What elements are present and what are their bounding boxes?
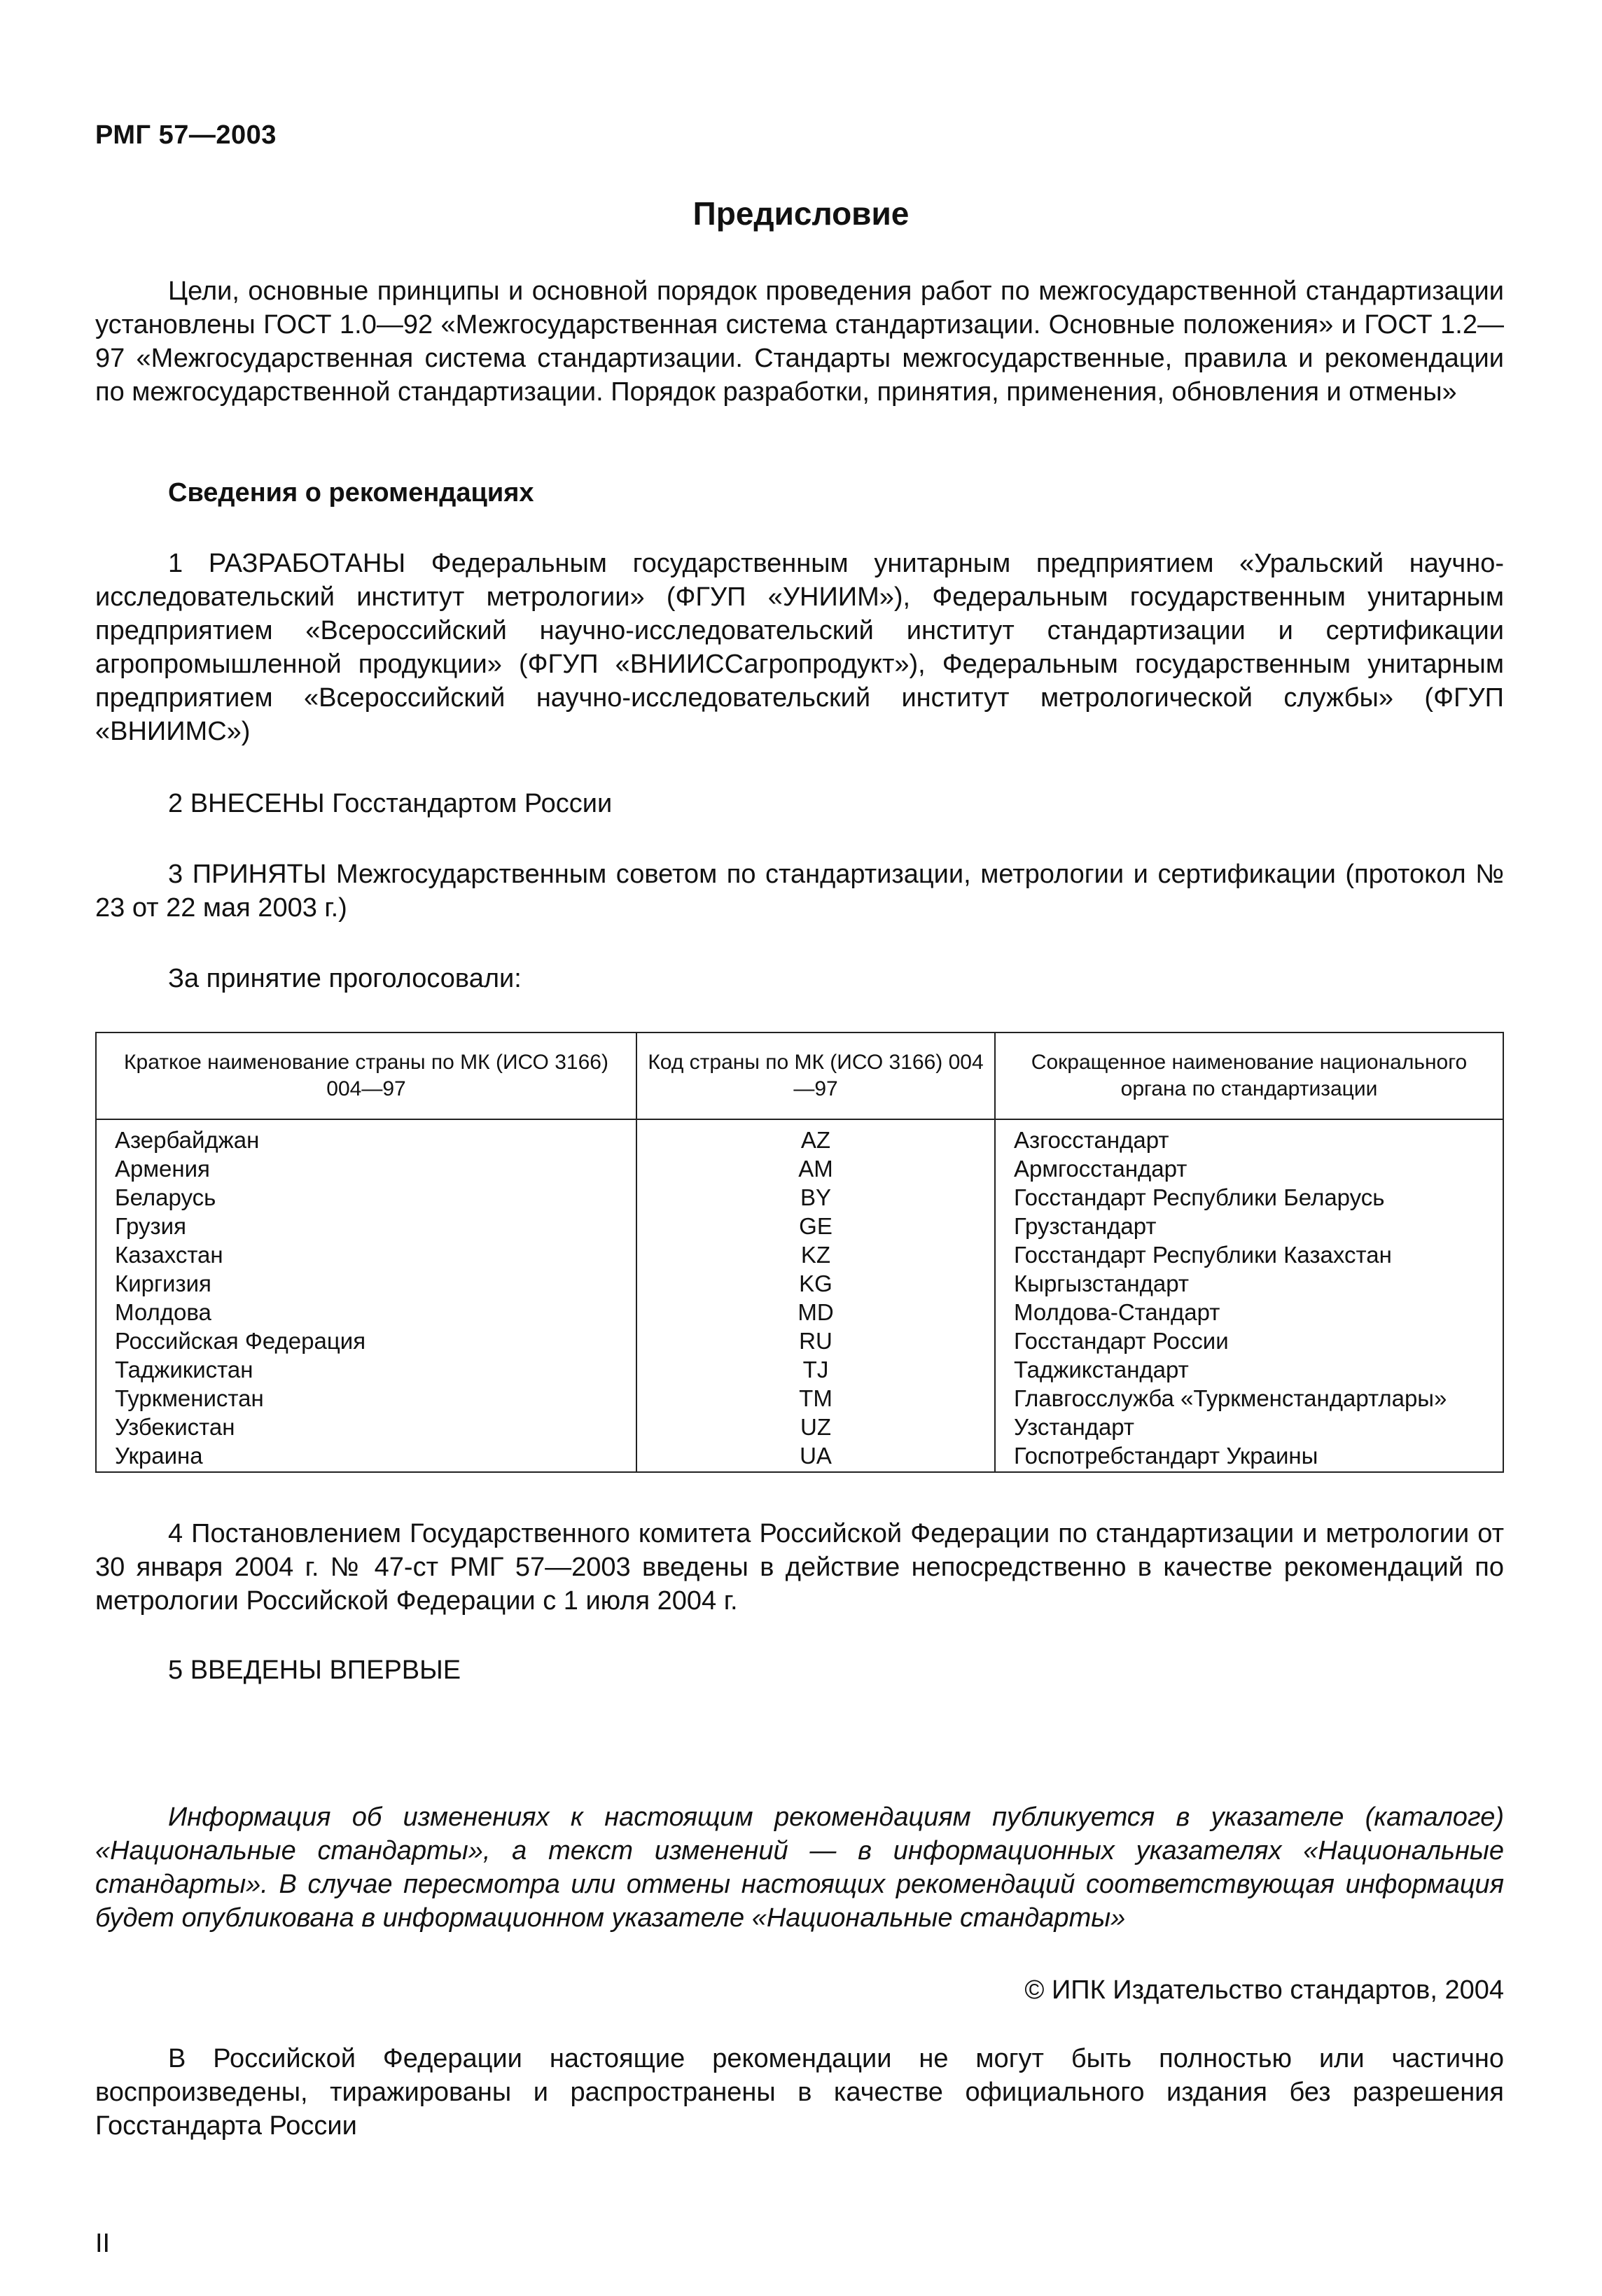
country-name-cell: Киргизия [96,1269,636,1298]
country-name-cell: Казахстан [96,1240,636,1269]
country-name-cell: Грузия [96,1212,636,1240]
vote-table-body [96,1119,1503,1472]
reproduction-notice: В Российской Федерации настоящие рекомендации не могут быть полностью или частично воспроизведены, тиражированы и распространены в качестве официального издания без разрешения Госстандарта России [95,2044,1504,2141]
country-code-cell: AZ [636,1119,995,1154]
info-notice: Информация об изменениях к настоящим рекомендациям публикуется в указателе (каталоге) «Национальные стандарты», а текст изменений — в информационных указателях «Национальные стандарты». В случае пересмотра или отмены настоящих рекомендаций соответствующая информация будет опубликована в информационном указателе «Национальные стандарты» [95,1802,1504,1933]
section-heading: Сведения о рекомендациях [168,478,534,507]
table-row [96,1269,1503,1298]
country-name-cell: Узбекистан [96,1413,636,1441]
country-name-cell: Российская Федерация [96,1326,636,1355]
country-code-cell: KZ [636,1240,995,1269]
item-enacted: 4 Постановлением Государственного комитета Российской Федерации по стандартизации и метрологии от 30 января 2004 г. № 47-ст РМГ 57—2003 введены в действие непосредственно в качестве рекомендаций по метрологии Российской Федерации с 1 июля 2004 г. [95,1519,1504,1616]
country-name-cell: Беларусь [96,1183,636,1212]
national-body-cell: Госпотребстандарт Украины [995,1441,1503,1472]
document-code: РМГ 57—2003 [95,120,277,150]
national-body-cell: Грузстандарт [995,1212,1503,1240]
country-code-cell: RU [636,1326,995,1355]
voted-label: За принятие проголосовали: [168,964,522,993]
table-row [96,1413,1503,1441]
national-body-cell: Госстандарт Республики Беларусь [995,1183,1503,1212]
national-body-cell: Узстандарт [995,1413,1503,1441]
intro-paragraph: Цели, основные принципы и основной порядок проведения работ по межгосударственной стандартизации установлены ГОСТ 1.0—92 «Межгосударственная система стандартизации. Основные положения» и ГОСТ 1.2—97 «Межгосударственная система стандартизации. Стандарты межгосударственные, правила и рекомендации по межгосударственной стандартизации. Порядок разработки, принятия, применения, обновления и отмены» [95,276,1504,407]
country-code-cell: TJ [636,1355,995,1384]
header-country-name: Краткое наименование страны по МК (ИСО 3166) 004—97 [96,1032,636,1119]
national-body-cell: Таджикстандарт [995,1355,1503,1384]
copyright: © ИПК Издательство стандартов, 2004 [1024,1975,1504,2005]
page-number: II [95,2229,111,2258]
item-adopted: 3 ПРИНЯТЫ Межгосударственным советом по стандартизации, метрологии и сертификации (протокол № 23 от 22 мая 2003 г.) [95,860,1504,923]
country-code-cell: UA [636,1441,995,1472]
country-name-cell: Молдова [96,1298,636,1326]
table-row [96,1298,1503,1326]
national-body-cell: Госстандарт Республики Казахстан [995,1240,1503,1269]
country-code-cell: UZ [636,1413,995,1441]
national-body-cell: Главгосслужба «Туркменстандартлары» [995,1384,1503,1413]
vote-table [95,1032,1504,1473]
page-title: Предисловие [692,195,910,232]
header-country-code: Код страны по МК (ИСО 3166) 004—97 [636,1032,995,1119]
header-national-body: Сокращенное наименование национального органа по стандартизации [995,1032,1503,1119]
national-body-cell: Кыргызстандарт [995,1269,1503,1298]
country-code-cell: BY [636,1183,995,1212]
vote-table-header-row [96,1032,1503,1119]
table-row [96,1441,1503,1472]
item-first-time: 5 ВВЕДЕНЫ ВПЕРВЫЕ [168,1656,461,1685]
national-body-cell: Азгосстандарт [995,1119,1503,1154]
table-row [96,1183,1503,1212]
country-name-cell: Туркменистан [96,1384,636,1413]
table-row [96,1212,1503,1240]
table-row [96,1355,1503,1384]
country-code-cell: TM [636,1384,995,1413]
country-code-cell: KG [636,1269,995,1298]
table-row [96,1119,1503,1154]
table-row [96,1154,1503,1183]
national-body-cell: Армгосстандарт [995,1154,1503,1183]
country-name-cell: Таджикистан [96,1355,636,1384]
table-row [96,1326,1503,1355]
table-row [96,1240,1503,1269]
national-body-cell: Госстандарт России [995,1326,1503,1355]
country-code-cell: MD [636,1298,995,1326]
country-name-cell: Азербайджан [96,1119,636,1154]
national-body-cell: Молдова-Стандарт [995,1298,1503,1326]
country-name-cell: Армения [96,1154,636,1183]
country-code-cell: GE [636,1212,995,1240]
item-introduced: 2 ВНЕСЕНЫ Госстандартом России [168,789,613,818]
item-developed: 1 РАЗРАБОТАНЫ Федеральным государственным унитарным предприятием «Уральский научно-исследовательский институт метрологии» (ФГУП «УНИИМ»), Федеральным государственным унитарным предприятием «Всероссийский научно-исследовательский институт стандартизации и сертификации агропромышленной продукции» (ФГУП «ВНИИССагропродукт»), Федеральным государственным унитарным предприятием «Всероссийский научно-исследовательский институт метрологической службы» (ФГУП «ВНИИМС») [95,549,1504,746]
country-name-cell: Украина [96,1441,636,1472]
table-row [96,1384,1503,1413]
country-code-cell: AM [636,1154,995,1183]
